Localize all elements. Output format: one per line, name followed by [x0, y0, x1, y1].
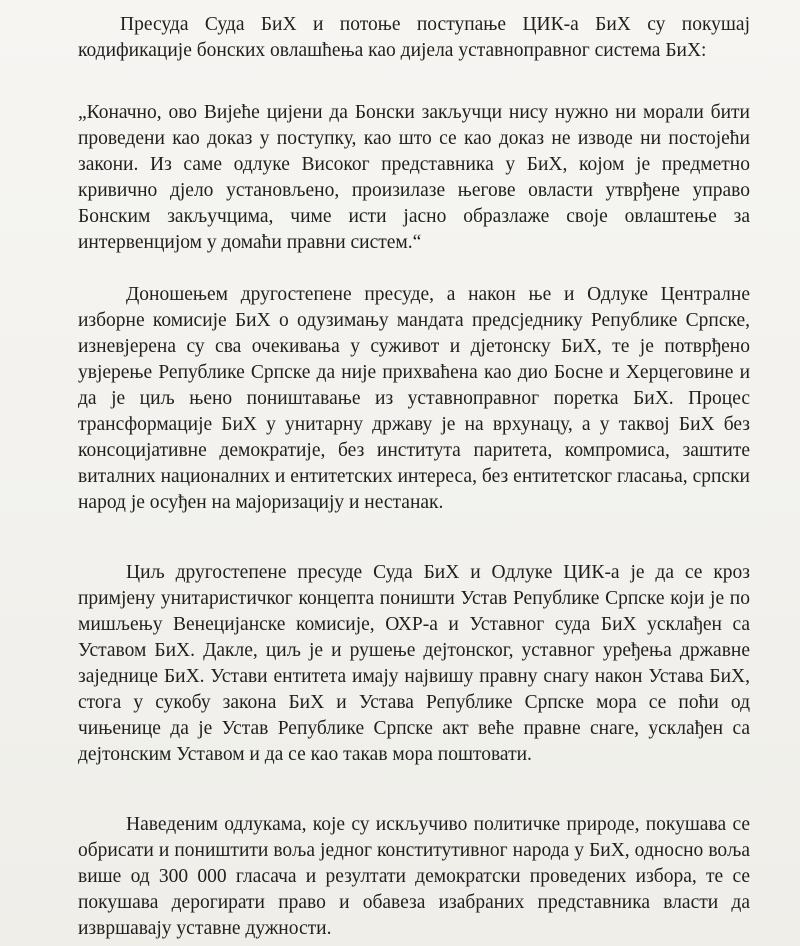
paragraph-goal: Циљ другостепене пресуде Суда БиХ и Одлуке ЦИК-а је да се кроз примјену унитаристичког концепта поништи Устав Републике Српске који је по мишљењу Венецијанске комисије, ОХР-а и Уставног суда БиХ усклађен са Уставом БиХ. Дакле, циљ је и рушење дејтонског, уставног уређења државне заједнице БиХ. Устави ентитета имају највишу правну снагу након Устава БиХ, стога у сукобу закона БиХ и Устава Републике Српске мора се поћи од чињенице да је Устав Републике Српске акт веће правне снаге, усклађен са дејтонским Уставом и да се као такав мора поштовати. — [78, 562, 750, 765]
paragraph-quote: „Коначно, ово Вијеће цијени да Бонски закључци нису нужно ни морали бити проведени као доказ у поступку, као што се као доказ не изводе ни постојећи закони. Из саме одлуке Високог представника у БиХ, којом је предметно кривично дјело установљено, произилазе његове овласти утврђене управо Бонским закључцима, чиме исти јасно образлаже своје овлаштење за интервенцијом у домаћи правни систем.“ — [78, 102, 750, 253]
paragraph-verdict: Доношењем другостепене пресуде, а након ње и Одлуке Централне изборне комисије БиХ о одузимању мандата предсједнику Републике Српске, изневјерена су сва очекивања у суживот и дјетонску БиХ, те је потврђено увјерење Републике Српске да није прихваћена као дио Босне и Херцеговине и да је циљ њено поништавање из уставноправног поретка БиХ. Процес трансформације БиХ у унитарну државу је на врхунацу, а у таквој БиХ без консоцијативне демократије, без института паритета, компромиса, заштите виталних националних и ентитетских интереса, без ентитетског гласања, српски народ је осуђен на мајоризацију и нестанак. — [78, 284, 750, 513]
paragraph-conclusion: Наведеним одлукама, које су искључиво политичке природе, покушава се обрисати и поништити воља једног конститутивног народа у БиХ, односно воља више од 300 000 гласача и резултати демократски проведених избора, те се покушава дерогирати право и обавеза изабраних представника власти да извршавају уставне дужности. — [78, 814, 750, 939]
paragraph-intro: Пресуда Суда БиХ и потоње поступање ЦИК-а БиХ су покушај кодификације бонских овлашћења као дијела уставноправног система БиХ: — [78, 14, 750, 61]
